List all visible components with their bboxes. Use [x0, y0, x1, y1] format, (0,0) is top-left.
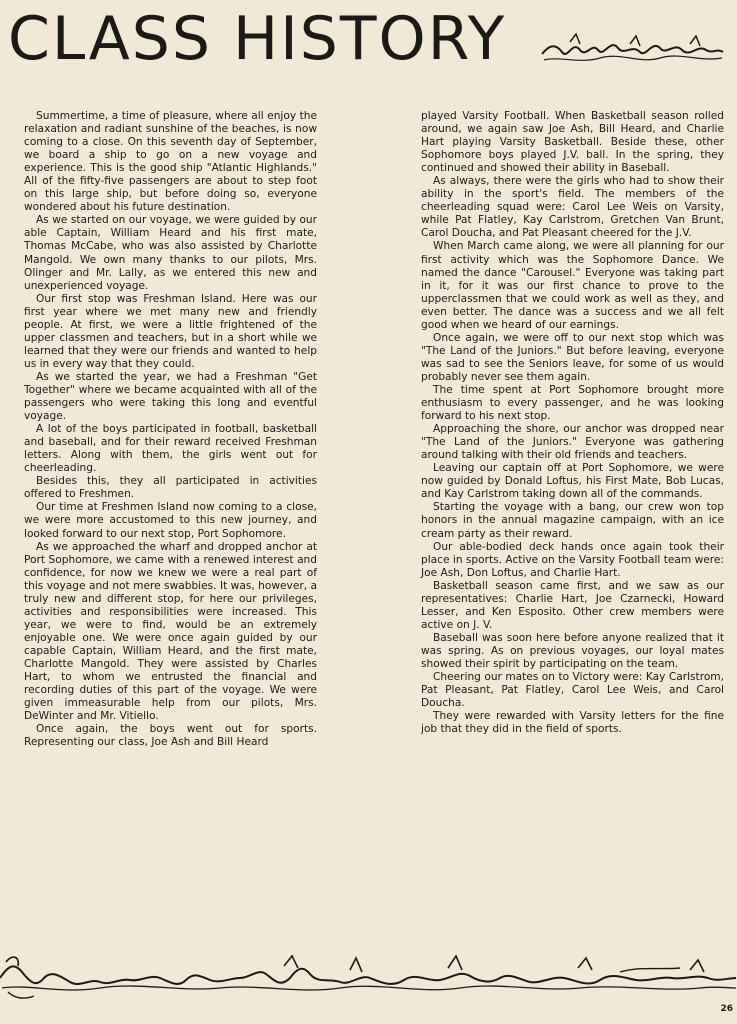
paragraph: A lot of the boys participated in football, basketball and baseball, and for their reward received Freshman letters. Along with them, the girls went out for cheerleading.: [24, 423, 317, 475]
text-column-right: [421, 110, 724, 736]
page-number: 26: [720, 1004, 733, 1014]
paragraph: Once again, the boys went out for sports. Representing our class, Joe Ash and Bill Heard: [24, 723, 317, 749]
paragraph: Starting the voyage with a bang, our crew won top honors in the annual magazine campaign, with an ice cream party as their reward.: [421, 501, 724, 540]
paragraph: Leaving our captain off at Port Sophomore, we were now guided by Donald Loftus, his First Mate, Bob Lucas, and Kay Carlstrom taking down all of the commands.: [421, 462, 724, 501]
paragraph: Our time at Freshmen Island now coming to a close, we were more accustomed to this new journey, and looked forward to our next stop, Port Sophomore.: [24, 501, 317, 540]
paragraph: When March came along, we were all planning for our first activity which was the Sophomore Dance. We named the dance "Carousel." Everyone was taking part in it, for it was our first chance to prove to the upperclassmen that we could work as well as they, and even better. The dance was a success and we all felt good when we heard of our earnings.: [421, 240, 724, 331]
paragraph: Basketball season came first, and we saw as our representatives: Charlie Hart, Joe Czarnecki, Howard Lesser, and Ken Esposito. Other crew members were active on J. V.: [421, 579, 724, 631]
paragraph: Summertime, a time of pleasure, where all enjoy the relaxation and radiant sunshine of the beaches, is now coming to a close. On this seventh day of September, we board a ship to go on a new voyage and experience. This is the good ship "Atlantic Highlands." All of the fifty-five passengers are about to step foot on this large ship, but before doing so, everyone wondered about his future destination.: [24, 110, 317, 214]
paragraph: played Varsity Football. When Basketball season rolled around, we again saw Joe Ash, Bill Heard, and Charlie Hart playing Varsity Basketball. Beside these, other Sophomore boys played J.V. ball. In the spring, they continued and showed their ability in Baseball.: [421, 110, 724, 175]
paragraph: Approaching the shore, our anchor was dropped near "The Land of the Juniors." Everyone was gathering around talking with their old friends and teachers.: [421, 423, 724, 462]
wave-sketch-icon: [540, 30, 725, 70]
paragraph: As always, there were the girls who had to show their ability in the sport's field. The members of the cheerleading squad were: Carol Lee Weis on Varsity, while Pat Flatley, Kay Carlstrom, Gretchen Van Brunt, Carol Doucha, and Pat Pleasant cheered for the J.V.: [421, 175, 724, 240]
wave-sketch-icon: [0, 948, 737, 1006]
paragraph: They were rewarded with Varsity letters for the fine job that they did in the field of sports.: [421, 710, 724, 736]
paragraph: Once again, we were off to our next stop which was "The Land of the Juniors." But before leaving, everyone was sad to see the Seniors leave, for some of us would probably never see them again.: [421, 331, 724, 383]
text-column-left: [24, 110, 317, 749]
paragraph: The time spent at Port Sophomore brought more enthusiasm to every passenger, and he was looking forward to his next stop.: [421, 383, 724, 423]
paragraph: Besides this, they all participated in activities offered to Freshmen.: [24, 475, 317, 501]
paragraph: Cheering our mates on to Victory were: Kay Carlstrom, Pat Pleasant, Pat Flatley, Carol Lee Weis, and Carol Doucha.: [421, 671, 724, 710]
paragraph: As we started the year, we had a Freshman "Get Together" where we became acquainted with all of the passengers who were taking this long and eventful voyage.: [24, 370, 317, 423]
paragraph: Our able-bodied deck hands once again took their place in sports. Active on the Varsity Football team were: Joe Ash, Don Loftus, and Charlie Hart.: [421, 540, 724, 579]
paragraph: Baseball was soon here before anyone realized that it was spring. As on previous voyages, our loyal mates showed their spirit by participating on the team.: [421, 631, 724, 670]
paragraph: Our first stop was Freshman Island. Here was our first year where we met many new and friendly people. At first, we were a little frightened of the upper classmen and teachers, but in a short while we learned that they were our friends and wanted to help us in every way that they could.: [24, 292, 317, 370]
page-title: CLASS HISTORY: [8, 4, 507, 74]
paragraph: As we started on our voyage, we were guided by our able Captain, William Heard and his first mate, Thomas McCabe, who was also assisted by Charlotte Mangold. We own many thanks to our pilots, Mrs. Olinger and Mr. Lally, as we entered this new and unexperienced voyage.: [24, 214, 317, 292]
paragraph: As we approached the wharf and dropped anchor at Port Sophomore, we came with a renewed interest and confidence, for now we knew we were a real part of this voyage and not mere swabbies. It was, however, a truly new and different stop, for here our privileges, activities and responsibilities were increased. This year, we were to find, would be an extremely enjoyable one. We were once again guided by our capable Captain, William Heard, and the first mate, Charlotte Mangold. They were assisted by Charles Hart, to whom we entrusted the financial and recording duties of this part of the voyage. We were given immeasurable help from our pilots, Mrs. DeWinter and Mr. Vitiello.: [24, 540, 317, 723]
